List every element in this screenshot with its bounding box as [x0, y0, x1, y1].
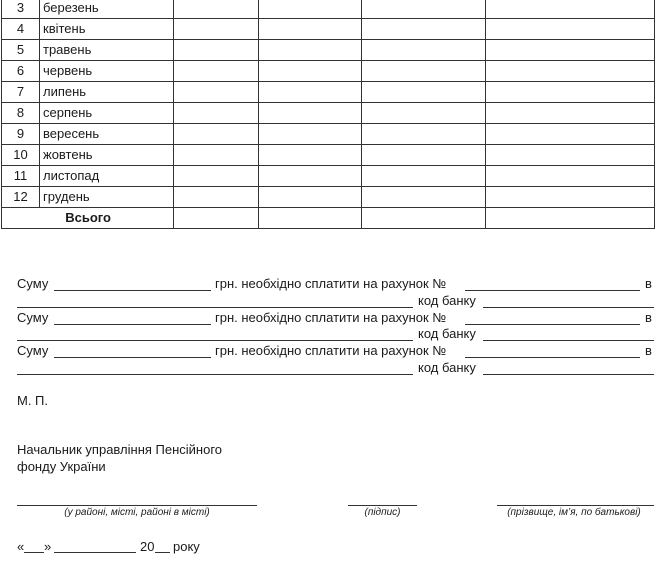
month-name: квітень: [40, 19, 174, 40]
month-number: 11: [2, 166, 40, 187]
table-row: [2, 166, 655, 187]
signature-field[interactable]: [348, 505, 417, 506]
amount-cell[interactable]: [362, 166, 486, 187]
bank-field[interactable]: [17, 374, 413, 375]
signatory-title-line2: фонду України: [17, 459, 106, 474]
amount-cell[interactable]: [362, 124, 486, 145]
year-prefix: 20: [140, 539, 155, 554]
year-suffix: року: [173, 539, 200, 554]
amount-cell[interactable]: [362, 40, 486, 61]
month-field[interactable]: [54, 552, 136, 553]
sum-field[interactable]: [54, 290, 211, 291]
month-name: червень: [40, 61, 174, 82]
close-quote: »: [44, 539, 52, 554]
month-name: листопад: [40, 166, 174, 187]
sum-label: Суму: [17, 310, 49, 325]
account-field[interactable]: [465, 290, 640, 291]
account-field[interactable]: [465, 324, 640, 325]
amount-cell[interactable]: [174, 124, 259, 145]
amount-cell[interactable]: [259, 40, 362, 61]
amount-cell[interactable]: [174, 19, 259, 40]
amount-cell[interactable]: [174, 166, 259, 187]
bank-code-label: код банку: [418, 293, 476, 308]
amount-cell[interactable]: [174, 103, 259, 124]
month-number: 10: [2, 145, 40, 166]
day-field[interactable]: [24, 552, 44, 553]
amount-cell[interactable]: [486, 19, 655, 40]
in-label: в: [645, 276, 652, 291]
year-field[interactable]: [155, 552, 170, 553]
total-cell[interactable]: [486, 208, 655, 229]
amount-cell[interactable]: [259, 145, 362, 166]
amount-cell[interactable]: [259, 103, 362, 124]
month-name: жовтень: [40, 145, 174, 166]
table-row: [2, 40, 655, 61]
amount-cell[interactable]: [259, 166, 362, 187]
name-caption: (прізвище, ім’я, по батькові): [507, 507, 641, 518]
month-number: 4: [2, 19, 40, 40]
amount-cell[interactable]: [362, 187, 486, 208]
payment-text: грн. необхідно сплатити на рахунок №: [215, 276, 447, 291]
amount-cell[interactable]: [362, 61, 486, 82]
amount-cell[interactable]: [174, 40, 259, 61]
table-row: [2, 19, 655, 40]
month-number: 8: [2, 103, 40, 124]
stamp-placeholder: М. П.: [17, 393, 49, 408]
bank-code-field[interactable]: [483, 307, 654, 308]
amount-cell[interactable]: [486, 103, 655, 124]
in-label: в: [645, 310, 652, 325]
bank-code-label: код банку: [418, 326, 476, 341]
signature-caption: (підпис): [364, 507, 401, 518]
bank-code-label: код банку: [418, 360, 476, 375]
amount-cell[interactable]: [174, 187, 259, 208]
table-row: [2, 61, 655, 82]
amount-cell[interactable]: [174, 145, 259, 166]
district-caption: (у районі, місті, районі в місті): [64, 507, 210, 518]
signatory-title-line1: Начальник управління Пенсійного: [17, 442, 223, 457]
table-row: [2, 124, 655, 145]
month-name: липень: [40, 82, 174, 103]
amount-cell[interactable]: [486, 40, 655, 61]
amount-cell[interactable]: [486, 166, 655, 187]
table-row: [2, 145, 655, 166]
bank-field[interactable]: [17, 307, 413, 308]
month-name: вересень: [40, 124, 174, 145]
sum-field[interactable]: [54, 324, 211, 325]
district-field[interactable]: [17, 505, 257, 506]
table-row: [2, 0, 655, 19]
amount-cell[interactable]: [259, 61, 362, 82]
table-row: [2, 82, 655, 103]
month-number: 5: [2, 40, 40, 61]
payment-text: грн. необхідно сплатити на рахунок №: [215, 343, 447, 358]
month-number: 7: [2, 82, 40, 103]
month-name: серпень: [40, 103, 174, 124]
total-label: Всього: [2, 208, 174, 229]
total-cell[interactable]: [174, 208, 259, 229]
month-number: 3: [2, 0, 40, 19]
amount-cell[interactable]: [486, 82, 655, 103]
months-table: [1, 0, 655, 229]
name-field[interactable]: [497, 505, 654, 506]
total-cell[interactable]: [259, 208, 362, 229]
month-name: березень: [40, 0, 174, 19]
amount-cell[interactable]: [174, 0, 259, 19]
month-name: грудень: [40, 187, 174, 208]
amount-cell[interactable]: [486, 0, 655, 19]
month-name: травень: [40, 40, 174, 61]
sum-field[interactable]: [54, 357, 211, 358]
total-row: [2, 208, 655, 229]
amount-cell[interactable]: [486, 145, 655, 166]
amount-cell[interactable]: [486, 187, 655, 208]
amount-cell[interactable]: [486, 124, 655, 145]
amount-cell[interactable]: [259, 187, 362, 208]
amount-cell[interactable]: [259, 19, 362, 40]
total-cell[interactable]: [362, 208, 486, 229]
in-label: в: [645, 343, 652, 358]
amount-cell[interactable]: [362, 82, 486, 103]
bank-code-field[interactable]: [483, 374, 654, 375]
table-row: [2, 103, 655, 124]
amount-cell[interactable]: [259, 82, 362, 103]
amount-cell[interactable]: [362, 145, 486, 166]
bank-code-field[interactable]: [483, 340, 654, 341]
amount-cell[interactable]: [362, 103, 486, 124]
sum-label: Суму: [17, 343, 49, 358]
amount-cell[interactable]: [259, 0, 362, 19]
month-number: 6: [2, 61, 40, 82]
amount-cell[interactable]: [362, 0, 486, 19]
amount-cell[interactable]: [362, 19, 486, 40]
bank-field[interactable]: [17, 340, 413, 341]
payment-text: грн. необхідно сплатити на рахунок №: [215, 310, 447, 325]
sum-label: Суму: [17, 276, 49, 291]
table-row: [2, 187, 655, 208]
month-number: 9: [2, 124, 40, 145]
amount-cell[interactable]: [174, 61, 259, 82]
amount-cell[interactable]: [259, 124, 362, 145]
amount-cell[interactable]: [174, 82, 259, 103]
amount-cell[interactable]: [486, 61, 655, 82]
open-quote: «: [17, 539, 25, 554]
account-field[interactable]: [465, 357, 640, 358]
month-number: 12: [2, 187, 40, 208]
